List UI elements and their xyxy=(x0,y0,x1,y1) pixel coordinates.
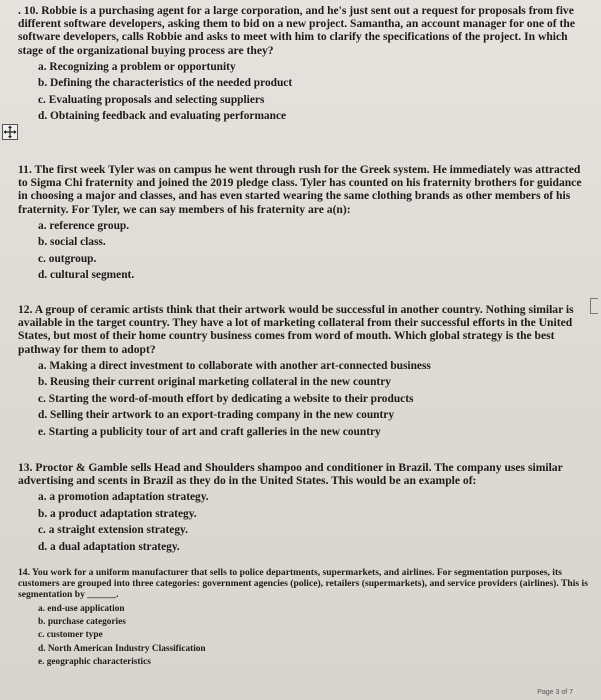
option-c[interactable]: c. Starting the word-of-mouth effort by dedicating a website to their products xyxy=(38,392,414,405)
options-list xyxy=(18,489,590,555)
question-12 xyxy=(18,303,590,440)
selection-bracket-icon xyxy=(590,298,598,314)
option-b[interactable]: b. a product adaptation strategy. xyxy=(38,507,197,520)
option-a[interactable]: a. Making a direct investment to collaborate with another art-connected business xyxy=(38,359,431,372)
question-stem: . 10. Robbie is a purchasing agent for a large corporation, and he's just sent out a request for proposals from five different software developers, asking them to bid on a new project. Samantha, an account manager for one of the software developers, calls Robbie and asks to meet with him to clarify the specifications of the project. In which stage of the organizational buying process are they? xyxy=(18,4,576,57)
option-d[interactable]: d. a dual adaptation strategy. xyxy=(38,540,180,553)
option-d[interactable]: d. Obtaining feedback and evaluating performance xyxy=(38,110,287,123)
question-13 xyxy=(18,461,590,555)
option-a[interactable]: a. end-use application xyxy=(38,603,125,614)
option-d[interactable]: d. Selling their artwork to an export-trading company in the new country xyxy=(38,409,395,422)
option-c[interactable]: c. a straight extension strategy. xyxy=(38,524,188,537)
option-b[interactable]: b. social class. xyxy=(38,236,106,249)
option-d[interactable]: d. cultural segment. xyxy=(38,269,135,282)
option-b[interactable]: b. Defining the characteristics of the needed product xyxy=(38,77,293,90)
question-11 xyxy=(18,163,590,284)
option-b[interactable]: b. Reusing their current original marketing collateral in the new country xyxy=(38,376,391,389)
option-b[interactable]: b. purchase categories xyxy=(38,617,126,628)
options-list xyxy=(18,59,590,125)
option-c[interactable]: c. outgroup. xyxy=(38,252,97,265)
option-c[interactable]: c. customer type xyxy=(38,630,103,641)
options-list xyxy=(18,218,590,284)
question-stem: 13. Proctor & Gamble sells Head and Shoulders shampoo and conditioner in Brazil. The company uses similar advertising and scents in Brazil as they do in the United States. This would be an example of: xyxy=(18,461,563,488)
option-e[interactable]: e. Starting a publicity tour of art and craft galleries in the new country xyxy=(38,425,381,438)
question-stem: 12. A group of ceramic artists think that their artwork would be successful in another country. Nothing similar is available in the target country. They have a lot of marketing collateral from their successful efforts in the United States, but most of their home country business comes from word of mouth. Which global strategy is the best pathway for them to adopt? xyxy=(18,303,574,356)
question-stem: 11. The first week Tyler was on campus he went through rush for the Greek system. He immediately was attracted to Sigma Chi fraternity and joined the 2019 pledge class. Tyler has counted on his fraternity brothers for guidance in choosing a major and classes, and has even started wearing the same clothing brands as other members of his fraternity. For Tyler, we can say members of his fraternity are a(n): xyxy=(18,163,582,216)
option-e[interactable]: e. geographic characteristics xyxy=(38,657,151,668)
option-a[interactable]: a. Recognizing a problem or opportunity xyxy=(38,60,236,73)
option-a[interactable]: a. reference group. xyxy=(38,219,130,232)
question-10 xyxy=(18,4,590,125)
question-stem: 14. You work for a uniform manufacturer that sells to police departments, supermarkets, and airlines. For segmentation purposes, its customers are grouped into three categories: government agencies (police), retailers (supermarkets), and service providers (airlines). This is segmentation by ______. xyxy=(18,567,588,601)
options-list xyxy=(18,603,590,670)
move-handle-icon[interactable] xyxy=(2,124,18,140)
option-c[interactable]: c. Evaluating proposals and selecting suppliers xyxy=(38,93,265,106)
question-14 xyxy=(18,567,590,670)
option-a[interactable]: a. a promotion adaptation strategy. xyxy=(38,491,209,504)
options-list xyxy=(18,358,590,441)
page-number: Page 3 of 7 xyxy=(537,689,573,696)
option-d[interactable]: d. North American Industry Classification xyxy=(38,643,206,654)
